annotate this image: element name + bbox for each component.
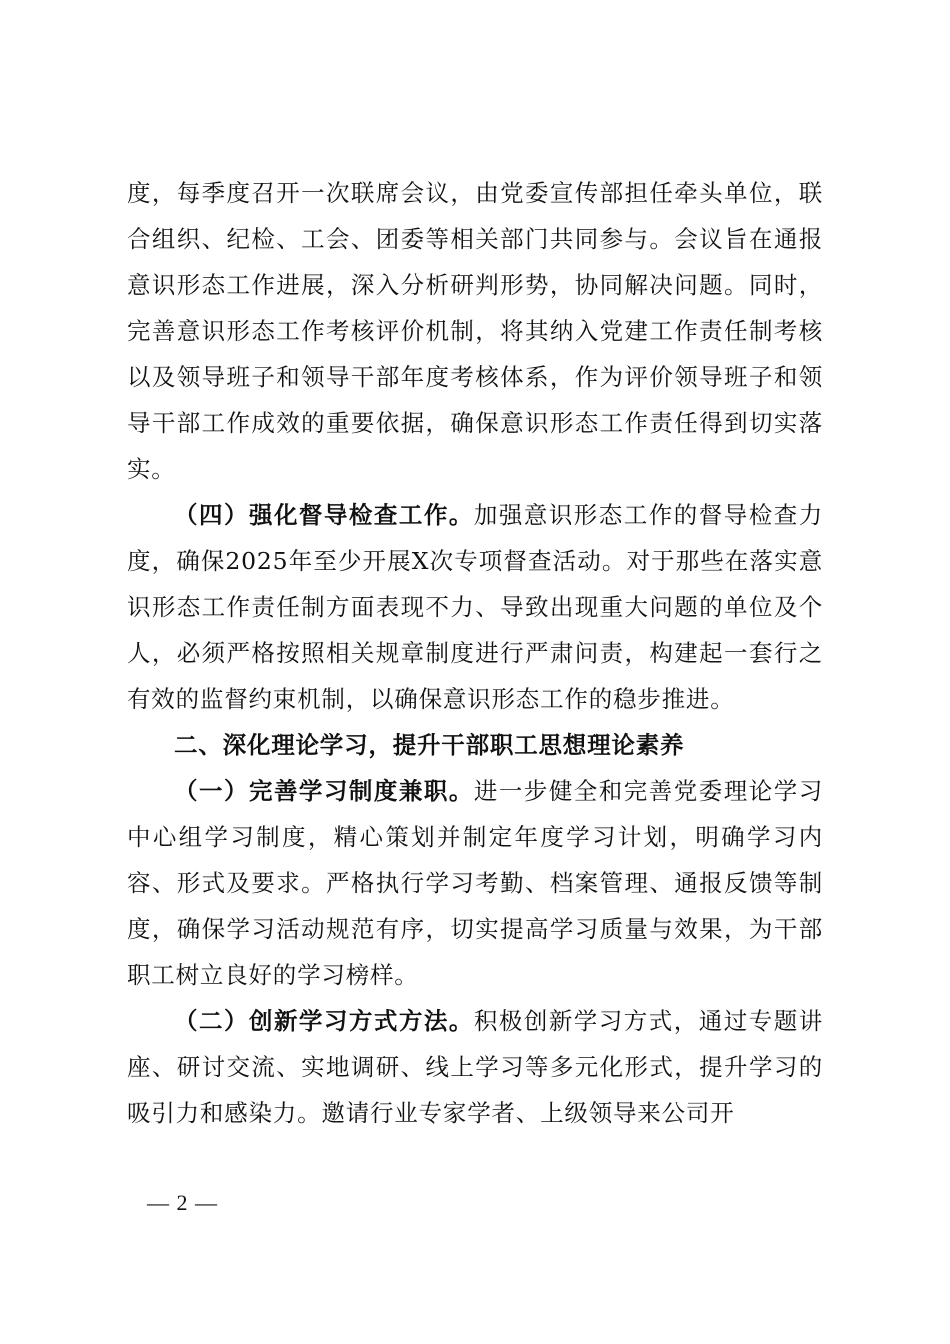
paragraph-4-body: 加强意识形态工作的督导检查力度，确保2025年至少开展X次专项督查活动。对于那些在落实意识形态工作责任制方面表现不力、导致出现重大问题的单位及个人，必须严格按照相关规章制度进行严肃问责，构建起一套行之有效的监督约束机制，以确保意识形态工作的稳步推进。 bbox=[127, 501, 823, 713]
paragraph-2-2-body: 积极创新学习方式，通过专题讲座、研讨交流、实地调研、线上学习等多元化形式，提升学习的吸引力和感染力。邀请行业专家学者、上级领导来公司开 bbox=[127, 1007, 823, 1127]
paragraph-2-2-lead: （二）创新学习方式方法。 bbox=[174, 1007, 474, 1035]
paragraph-continued: 度，每季度召开一次联席会议，由党委宣传部担任牵头单位，联合组织、纪检、工会、团委等相关部门共同参与。会议旨在通报意识形态工作进展，深入分析研判形势，协同解决问题。同时，完善意识形态工作考核评价机制，将其纳入党建工作责任制考核以及领导班子和领导干部年度考核体系，作为评价领导班子和领导干部工作成效的重要依据，确保意识形态工作责任得到切实落实。 bbox=[127, 179, 823, 483]
paragraph-2-1-body: 进一步健全和完善党委理论学习中心组学习制度，精心策划并制定年度学习计划，明确学习内容、形式及要求。严格执行学习考勤、档案管理、通报反馈等制度，确保学习活动规范有序，切实提高学习质量与效果，为干部职工树立良好的学习榜样。 bbox=[127, 777, 823, 989]
paragraph-4-lead: （四）强化督导检查工作。 bbox=[174, 501, 474, 529]
section-heading-2: 二、深化理论学习，提升干部职工思想理论素养 bbox=[174, 731, 685, 759]
paragraph-4 bbox=[127, 492, 823, 722]
document-body bbox=[127, 170, 823, 1136]
paragraph-2-1-lead: （一）完善学习制度兼职。 bbox=[174, 777, 474, 805]
paragraph-2-2 bbox=[127, 998, 823, 1136]
page-number: — 2 — bbox=[147, 1190, 218, 1215]
paragraph-2-1 bbox=[127, 768, 823, 998]
